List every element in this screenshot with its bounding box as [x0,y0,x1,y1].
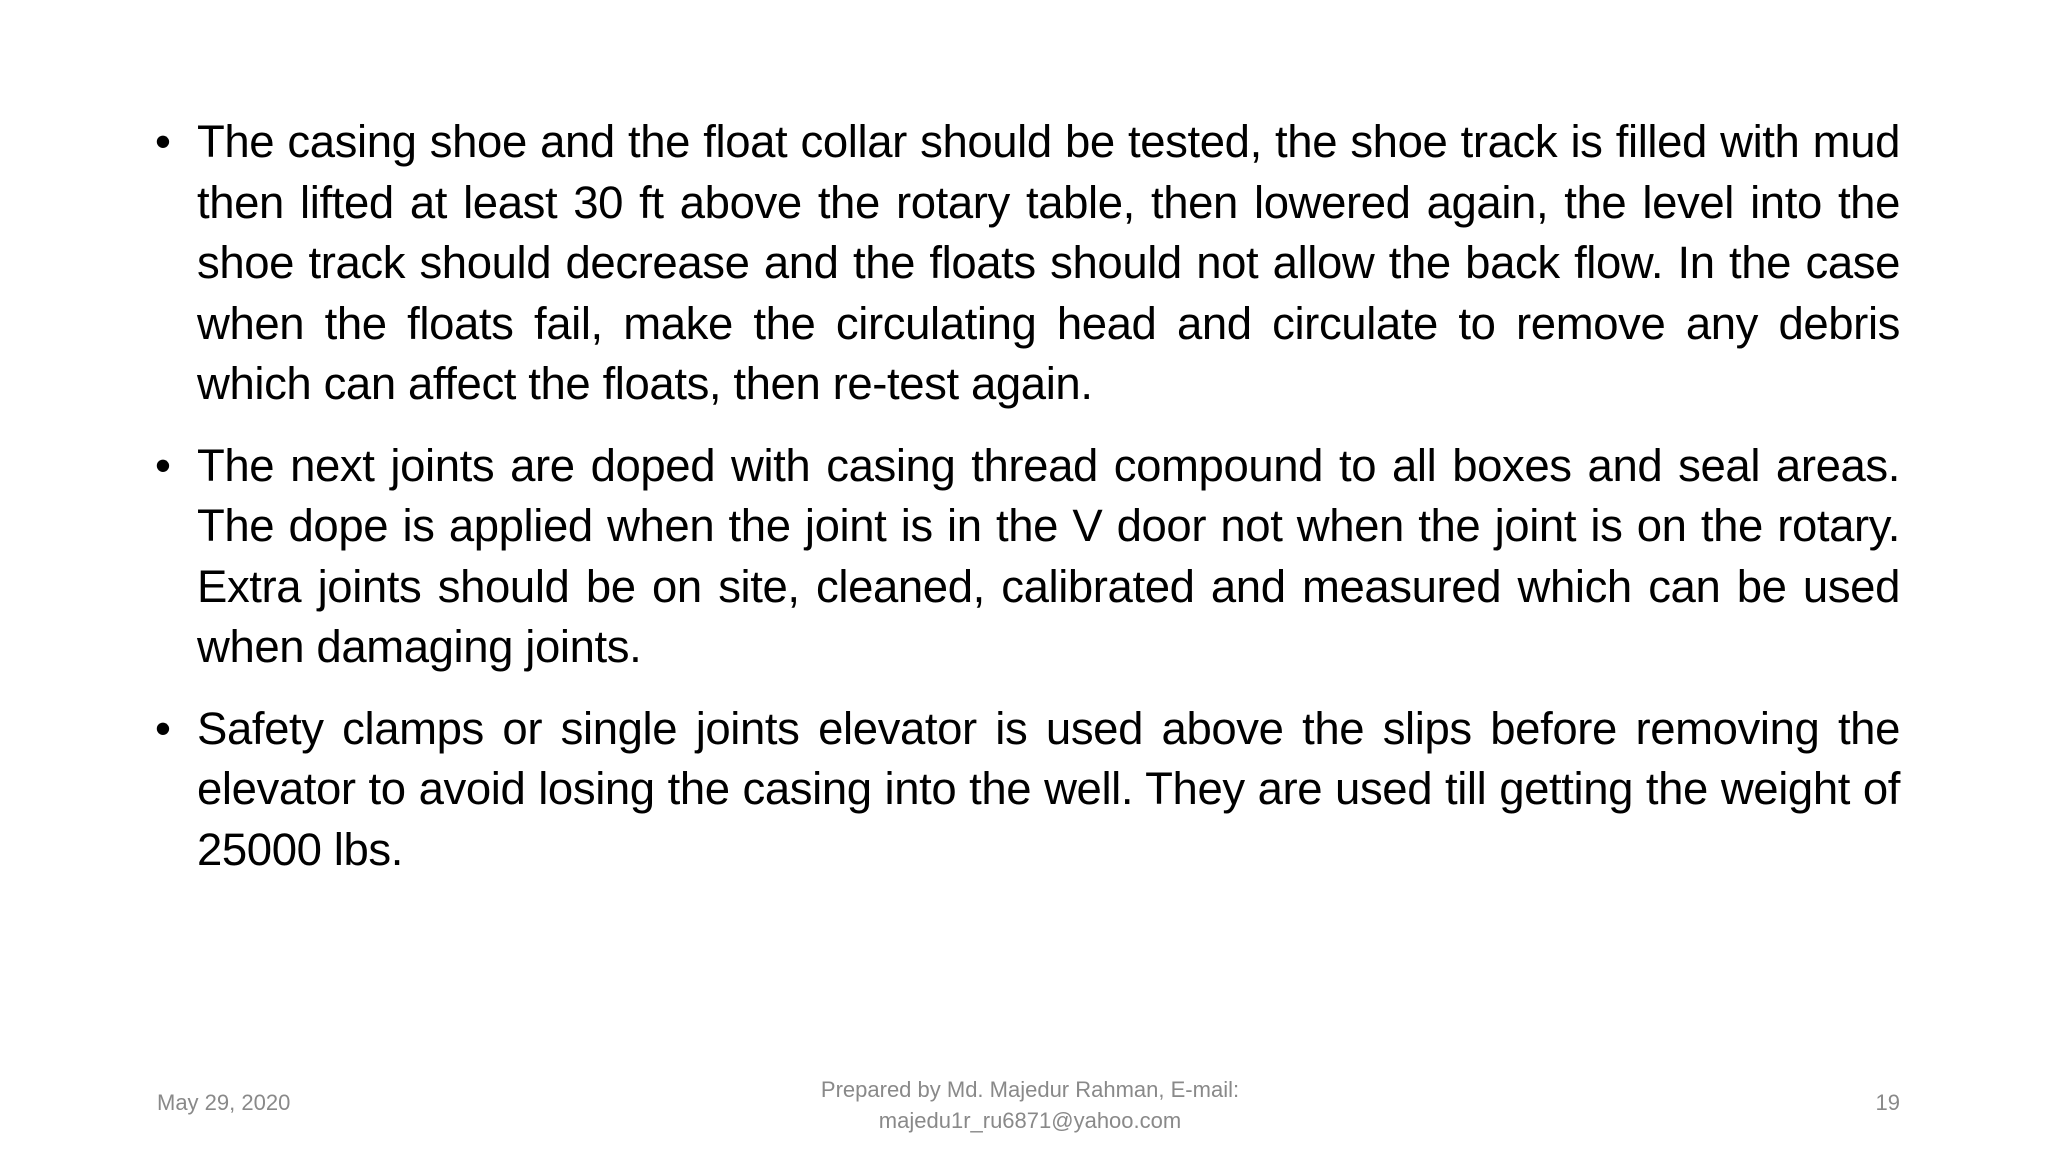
bullet-dot-icon: • [155,439,171,491]
bullet-text-3: Safety clamps or single joints elevator is used above the slips before removing the elevator to avoid losing the casing into the well. They are used till getting the weight of 25000 lbs. [197,702,1900,875]
bullet-dot-icon: • [155,702,171,754]
bullet-item-3 [155,699,1900,881]
bullet-text-2: The next joints are doped with casing thread compound to all boxes and seal areas. The dope is applied when the joint is in the V door not when the joint is on the rotary. Extra joints should be on site, cleaned, calibrated and measured which can be used when damaging joints. [197,439,1900,672]
bullet-item-1 [155,112,1900,415]
page-number: 19 [1875,1090,1900,1115]
bullet-text-1: The casing shoe and the float collar should be tested, the shoe track is filled with mud then lifted at least 30 ft above the rotary table, then lowered again, the level into the shoe track should decrease and the floats should not allow the back flow. In the case when the floats fail, make the circulating head and circulate to remove any debris which can affect the floats, then re-test again. [197,116,1900,409]
bullet-item-2 [155,436,1900,678]
footer-author-line1: Prepared by Md. Majedur Rahman, E-mail: [820,1077,1240,1102]
footer-author [770,1074,1290,1136]
footer-author-line2: majedu1r_ru6871@yahoo.com [878,1108,1182,1133]
bullet-dot-icon: • [155,116,171,167]
footer-date: May 29, 2020 [157,1090,291,1115]
bullet-list [155,112,1900,901]
